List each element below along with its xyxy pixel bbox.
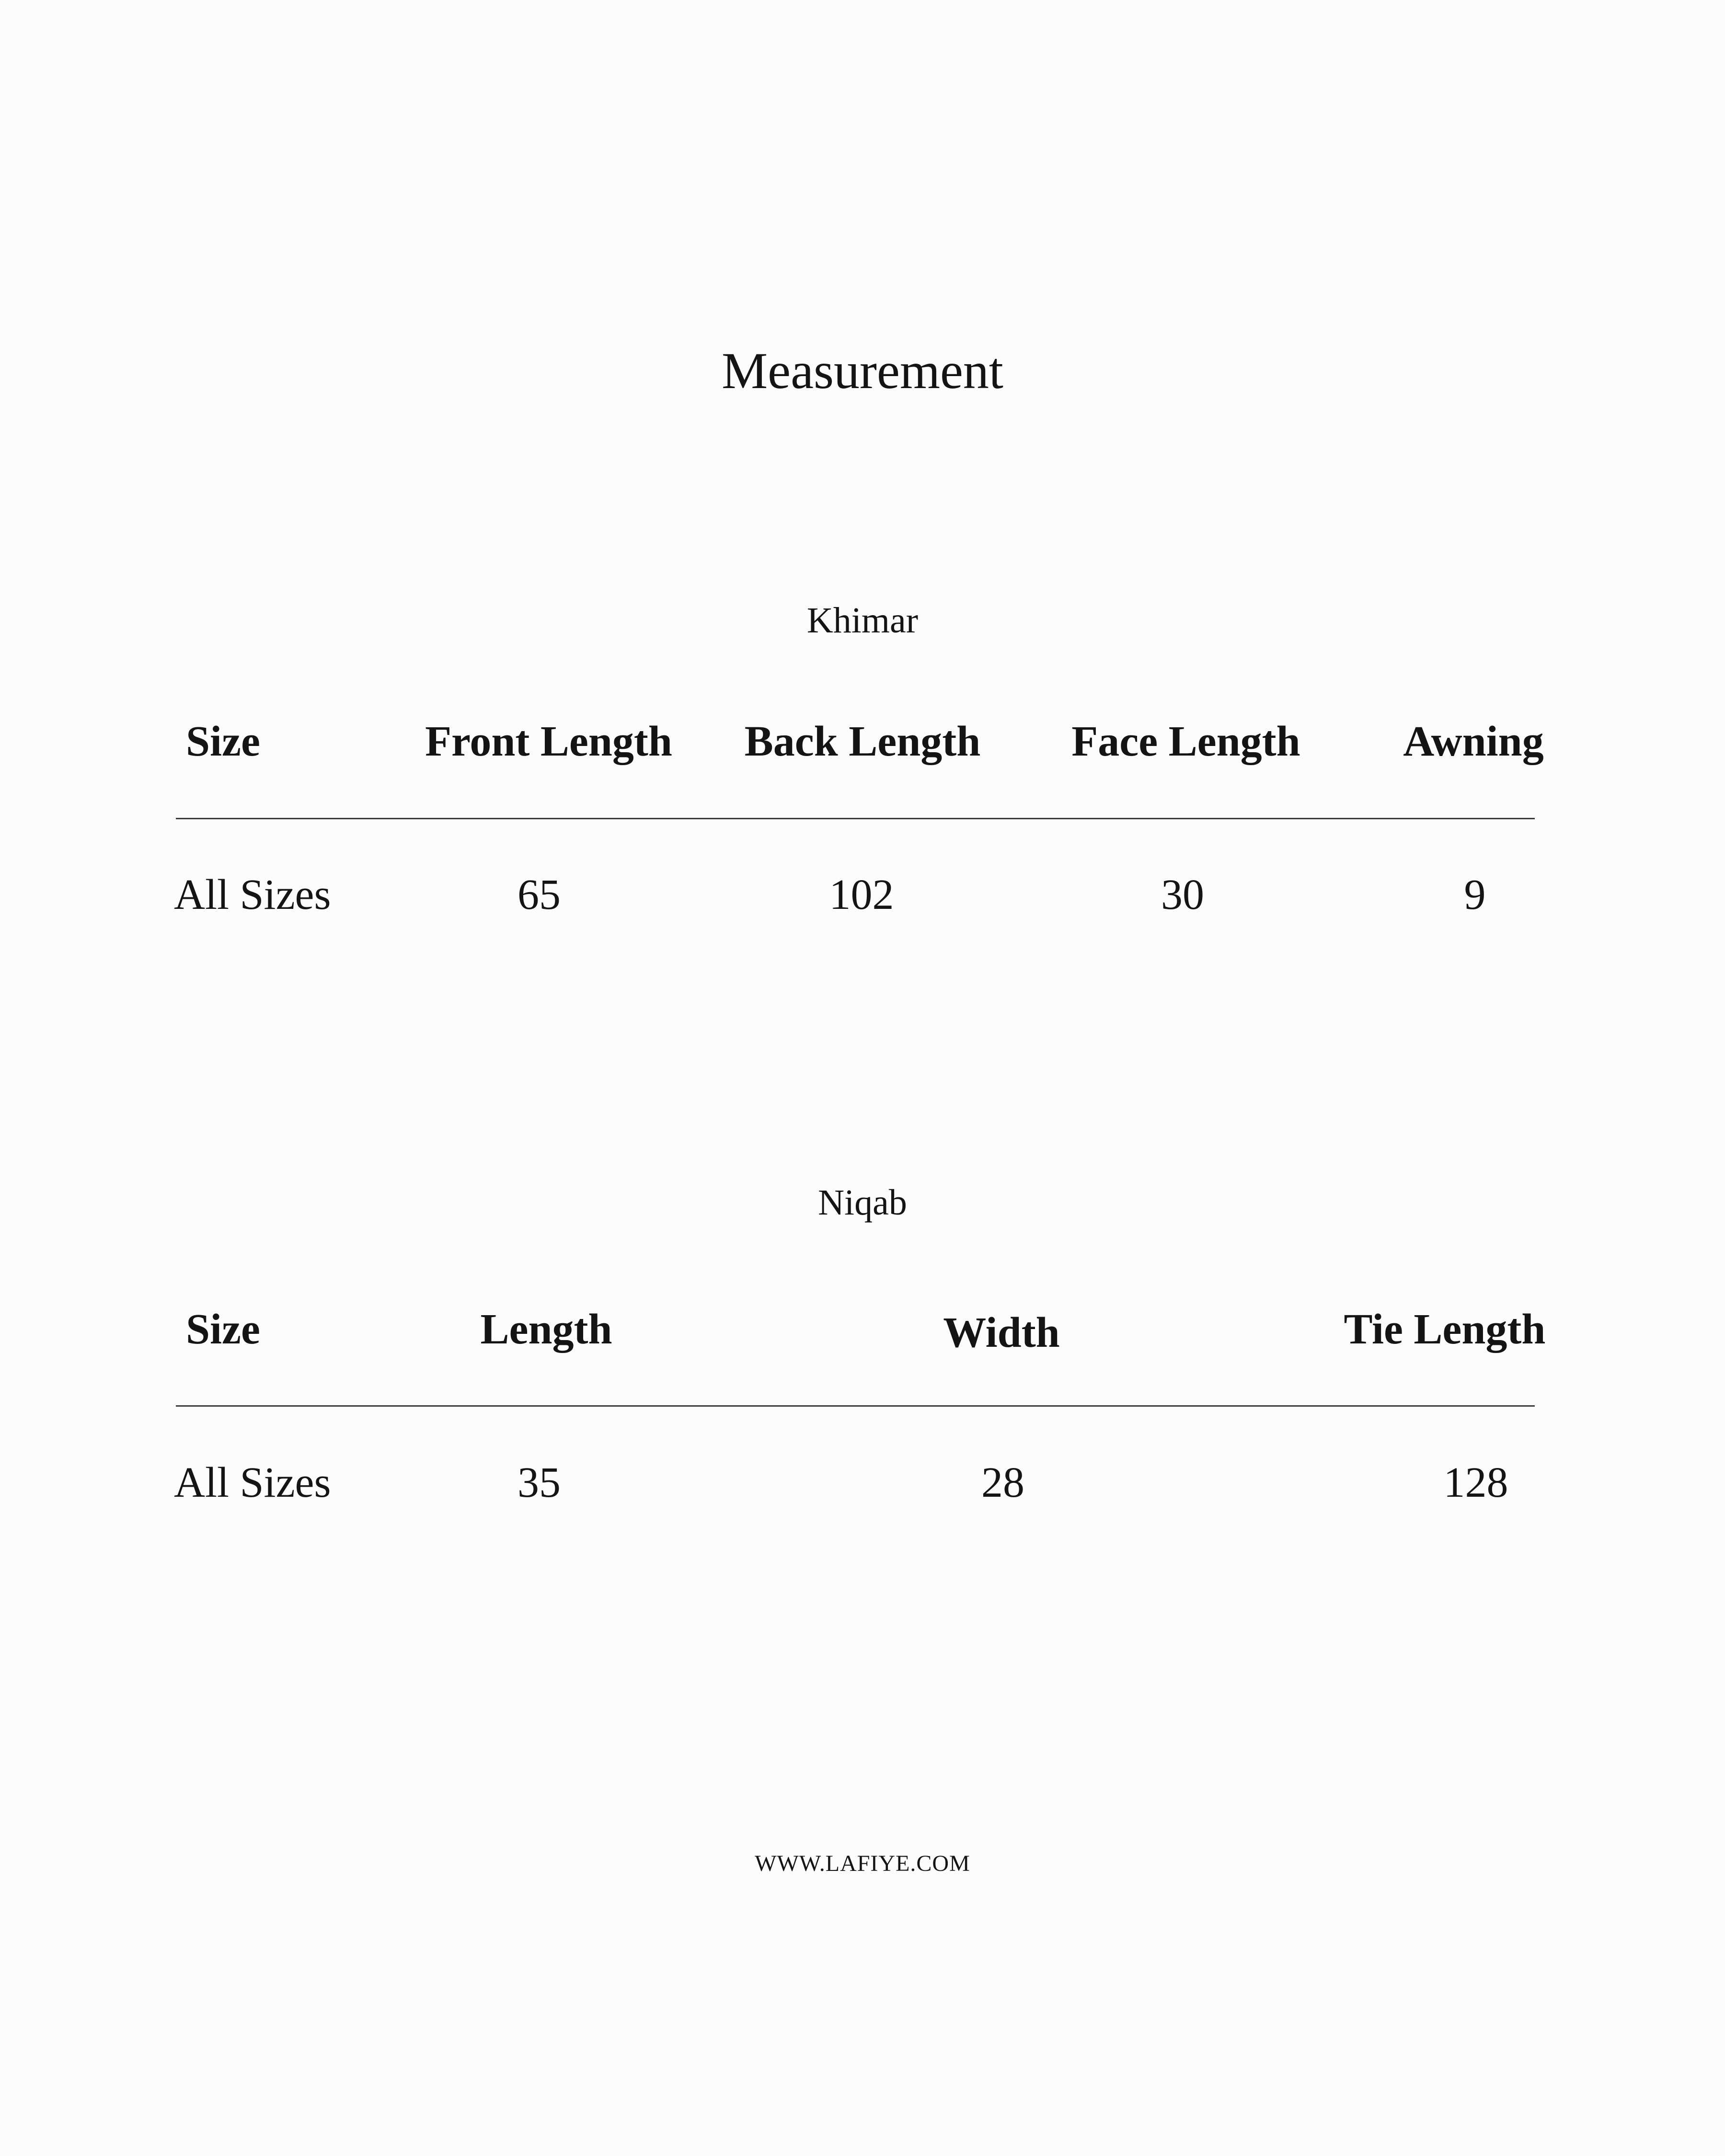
khimar-cell-back-length: 102 bbox=[829, 871, 894, 918]
khimar-cell-awning: 9 bbox=[1464, 871, 1486, 918]
khimar-cell-front-length: 65 bbox=[518, 871, 561, 918]
khimar-header-awning: Awning bbox=[1403, 718, 1544, 765]
niqab-cell-tie-length: 128 bbox=[1443, 1459, 1508, 1506]
niqab-header-width: Width bbox=[943, 1309, 1060, 1356]
khimar-header-front-length: Front Length bbox=[425, 718, 672, 765]
page-title: Measurement bbox=[722, 343, 1003, 400]
khimar-divider bbox=[176, 818, 1535, 819]
niqab-cell-width: 28 bbox=[981, 1459, 1024, 1506]
niqab-heading: Niqab bbox=[818, 1182, 907, 1223]
website-url[interactable]: WWW.LAFIYE.COM bbox=[755, 1851, 970, 1876]
khimar-heading: Khimar bbox=[806, 600, 919, 641]
niqab-header-size: Size bbox=[186, 1306, 260, 1353]
khimar-header-back-length: Back Length bbox=[744, 718, 981, 765]
khimar-header-face-length: Face Length bbox=[1071, 718, 1300, 765]
khimar-header-size: Size bbox=[186, 718, 260, 765]
niqab-header-tie-length: Tie Length bbox=[1344, 1306, 1546, 1353]
khimar-cell-face-length: 30 bbox=[1161, 871, 1204, 918]
khimar-cell-size: All Sizes bbox=[174, 871, 331, 918]
niqab-cell-size: All Sizes bbox=[174, 1459, 331, 1506]
niqab-divider bbox=[176, 1405, 1535, 1407]
niqab-cell-length: 35 bbox=[518, 1459, 561, 1506]
niqab-header-length: Length bbox=[480, 1306, 612, 1353]
